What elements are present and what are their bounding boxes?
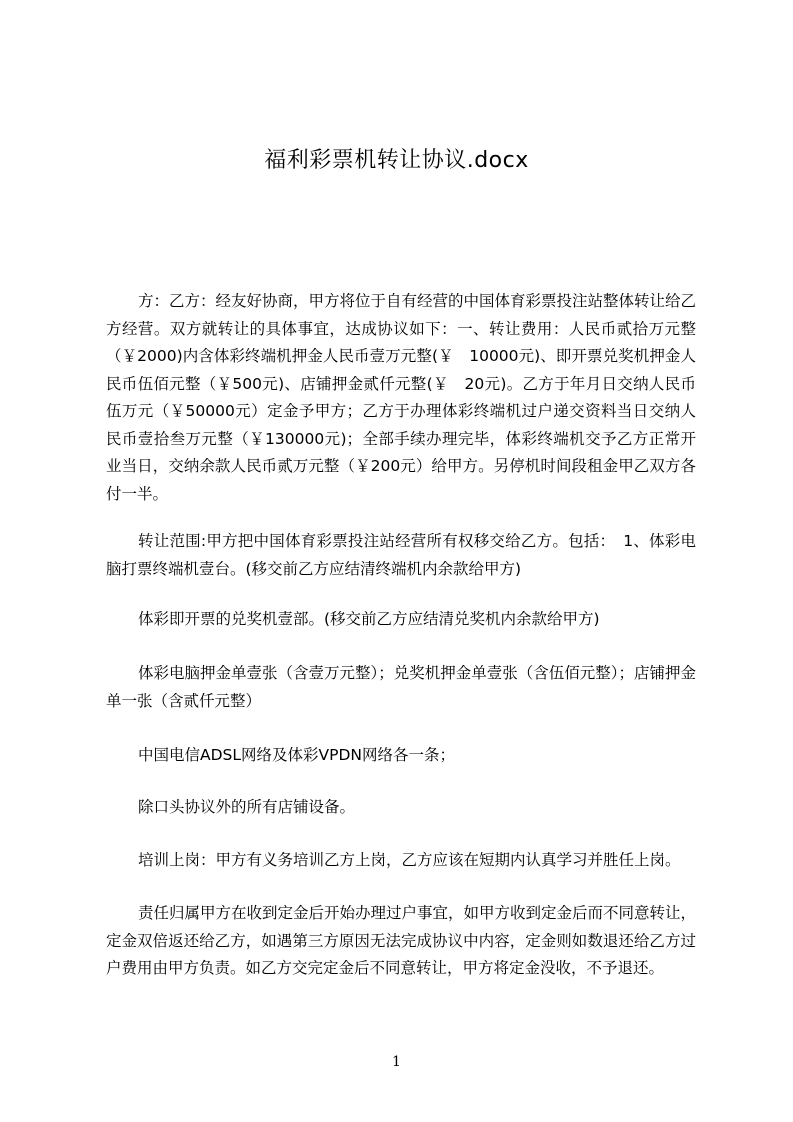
paragraph-shop-equipment: 除口头协议外的所有店铺设备。 xyxy=(138,798,356,816)
paragraph-liability: 责任归属甲方在收到定金后开始办理过户事宜，如甲方收到定金后而不同意转让，定金双倍返还给乙方，如遇第三方原因无法完成协议中内容，定金则如数退还给乙方过户费用由甲方负责。如乙方交完定金后不同意转让，甲方将定金没收，不予退还。 xyxy=(106,904,697,977)
paragraph-training: 培训上岗：甲方有义务培训乙方上岗，乙方应该在短期内认真学习并胜任上岗。 xyxy=(138,851,681,869)
paragraph-transfer-fee: 方：乙方：经友好协商，甲方将位于自有经营的中国体育彩票投注站整体转让给乙方经营。双方就转让的具体事宜，达成协议如下：一、转让费用：人民币贰拾万元整（￥2000)内含体彩终端机押金人民币壹万元整(￥ 10000元)、即开票兑奖机押金人民币伍佰元整（￥500元)、店铺押金贰仟元整(￥ 20元)。乙方于年月日交纳人民币伍万元（￥50000元）定金予甲方；乙方于办理体彩终端机过户递交资料当日交纳人民币壹拾叁万元整（￥130000元)；全部手续办理完毕，体彩终端机交予乙方正常开业当日，交纳余款人民币贰万元整（￥200元）给甲方。另停机时间段租金甲乙双方各付一半。 xyxy=(106,292,697,503)
page-number: 1 xyxy=(392,1054,401,1070)
paragraph-transfer-scope: 转让范围:甲方把中国体育彩票投注站经营所有权移交给乙方。包括： 1、体彩电脑打票终端机壹台。(移交前乙方应结清终端机内余款给甲方) xyxy=(106,532,696,578)
paragraph-deposit-receipts: 体彩电脑押金单壹张（含壹万元整）；兑奖机押金单壹张（含伍佰元整）；店铺押金单一张（含贰仟元整） xyxy=(106,664,697,710)
document-title: 福利彩票机转让协议.docx xyxy=(264,148,529,173)
paragraph-network: 中国电信ADSL网络及体彩VPDN网络各一条； xyxy=(138,746,455,764)
paragraph-redemption-machine: 体彩即开票的兑奖机壹部。(移交前乙方应结清兑奖机内余款给甲方) xyxy=(138,610,600,628)
